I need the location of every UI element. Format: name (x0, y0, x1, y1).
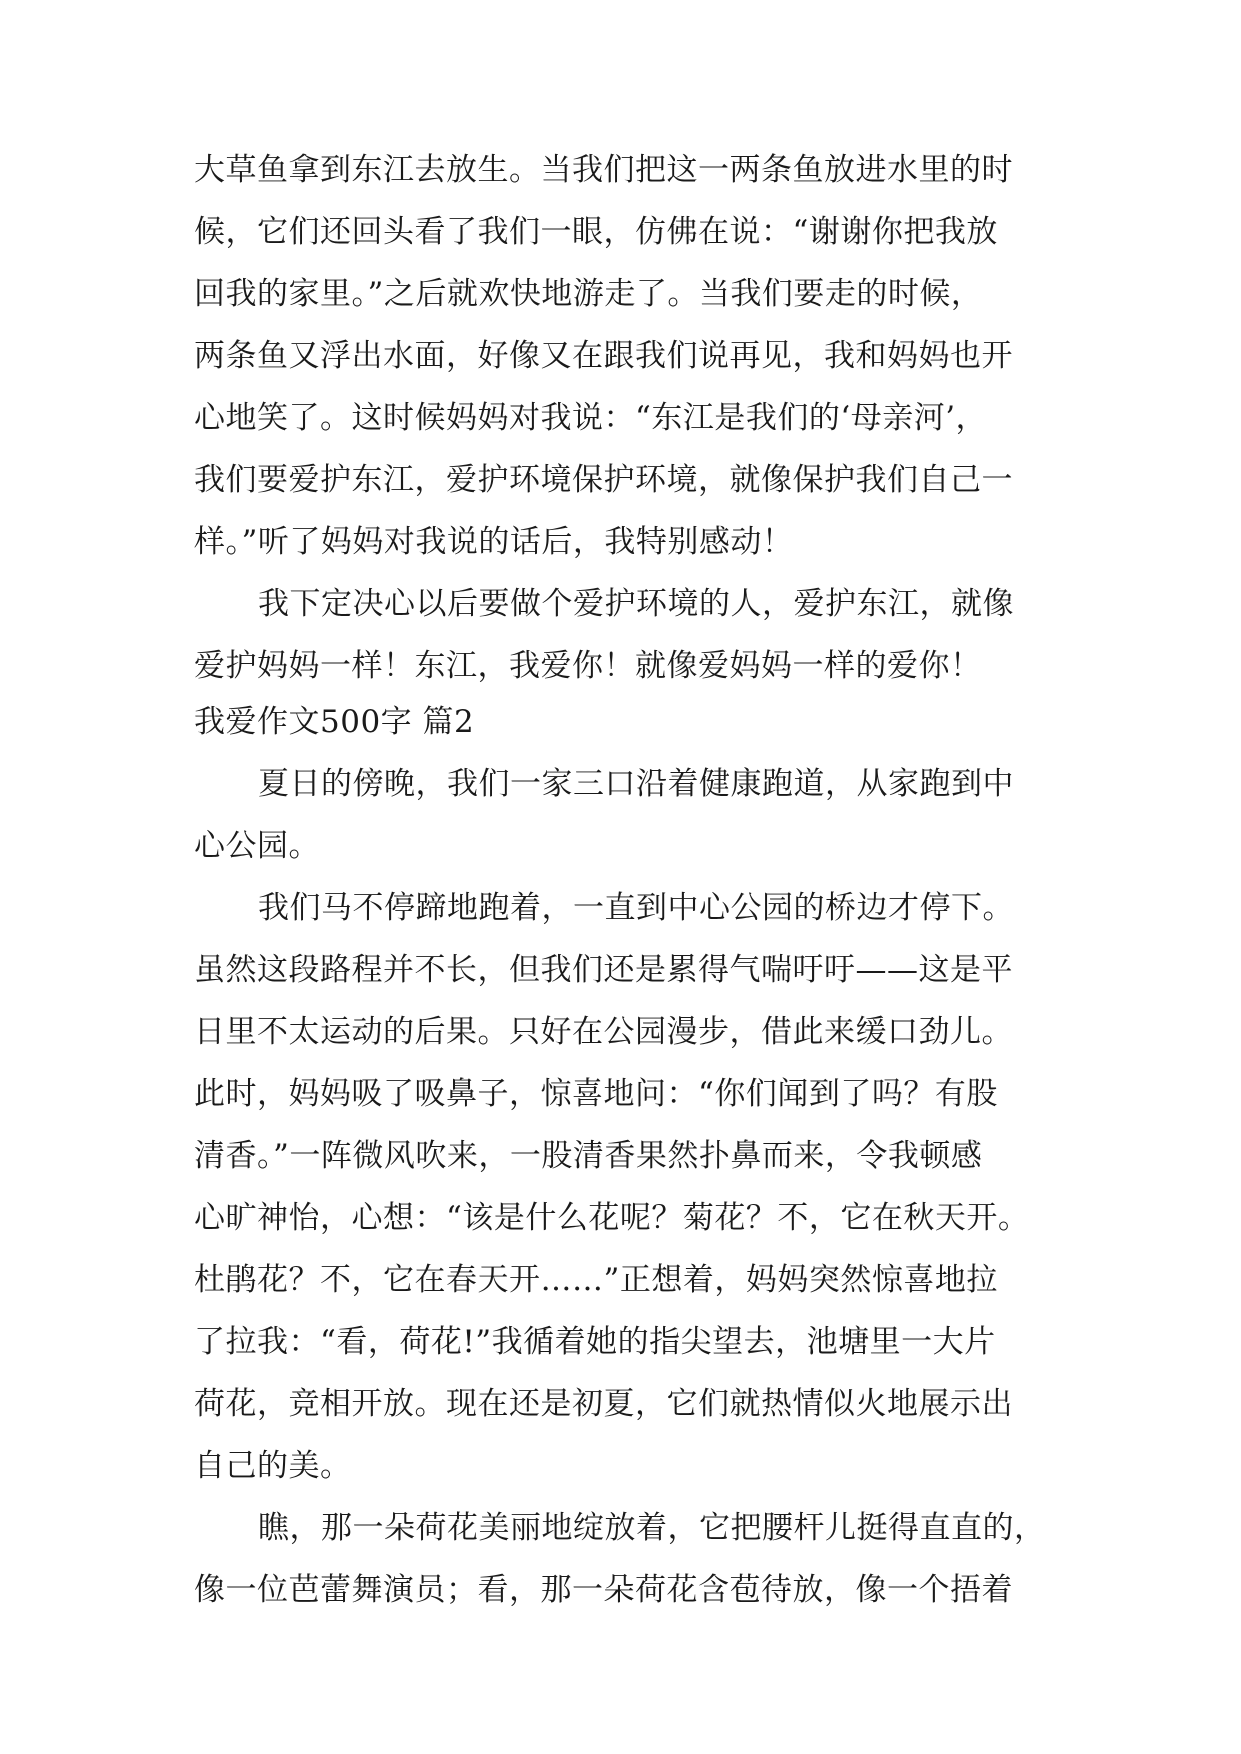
paragraph-line: 瞧，那一朵荷花美丽地绽放着，它把腰杆儿挺得直直的， (258, 1510, 1046, 1546)
paragraph-line: 日里不太运动的后果。只好在公园漫步，借此来缓口劲儿。 (194, 1014, 1013, 1050)
paragraph-line: 此时，妈妈吸了吸鼻子，惊喜地问：“你们闻到了吗？有股 (194, 1076, 998, 1112)
paragraph-line: 两条鱼又浮出水面，好像又在跟我们说再见，我和妈妈也开 (194, 338, 1013, 374)
paragraph-line: 爱护妈妈一样！东江，我爱你！就像爱妈妈一样的爱你！ (194, 648, 982, 684)
paragraph-line: 样。”听了妈妈对我说的话后，我特别感动！ (194, 524, 794, 560)
paragraph-line: 心公园。 (194, 828, 320, 864)
paragraph-line: 我下定决心以后要做个爱护环境的人，爱护东江，就像 (258, 586, 1014, 622)
paragraph-line: 我们马不停蹄地跑着，一直到中心公园的桥边才停下。 (258, 890, 1014, 926)
paragraph-line: 候，它们还回头看了我们一眼，仿佛在说：“谢谢你把我放 (194, 214, 998, 250)
paragraph-line: 了拉我：“看，荷花!”我循着她的指尖望去，池塘里一大片 (194, 1324, 996, 1360)
paragraph-line: 夏日的傍晚，我们一家三口沿着健康跑道，从家跑到中 (258, 766, 1014, 802)
paragraph-line: 心旷神怡，心想：“该是什么花呢？菊花？不，它在秋天开。 (194, 1200, 1030, 1236)
paragraph-line: 自己的美。 (194, 1448, 352, 1484)
paragraph-line: 大草鱼拿到东江去放生。当我们把这一两条鱼放进水里的时 (194, 152, 1013, 188)
paragraph-line: 像一位芭蕾舞演员；看，那一朵荷花含苞待放，像一个捂着 (194, 1572, 1013, 1608)
paragraph-line: 清香。”一阵微风吹来，一股清香果然扑鼻而来，令我顿感 (194, 1138, 983, 1174)
paragraph-line: 回我的家里。”之后就欢快地游走了。当我们要走的时候， (194, 276, 983, 312)
paragraph-line: 我们要爱护东江，爱护环境保护环境，就像保护我们自己一 (194, 462, 1013, 498)
paragraph-line: 荷花，竞相开放。现在还是初夏，它们就热情似火地展示出 (194, 1386, 1013, 1422)
paragraph-line: 心地笑了。这时候妈妈对我说：“东江是我们的‘母亲河’， (194, 400, 988, 436)
paragraph-line: 杜鹃花？不，它在春天开……”正想着，妈妈突然惊喜地拉 (194, 1262, 998, 1298)
paragraph-line: 虽然这段路程并不长，但我们还是累得气喘吁吁——这是平 (194, 952, 1013, 988)
section-heading: 我爱作文500字 篇2 (194, 704, 475, 740)
